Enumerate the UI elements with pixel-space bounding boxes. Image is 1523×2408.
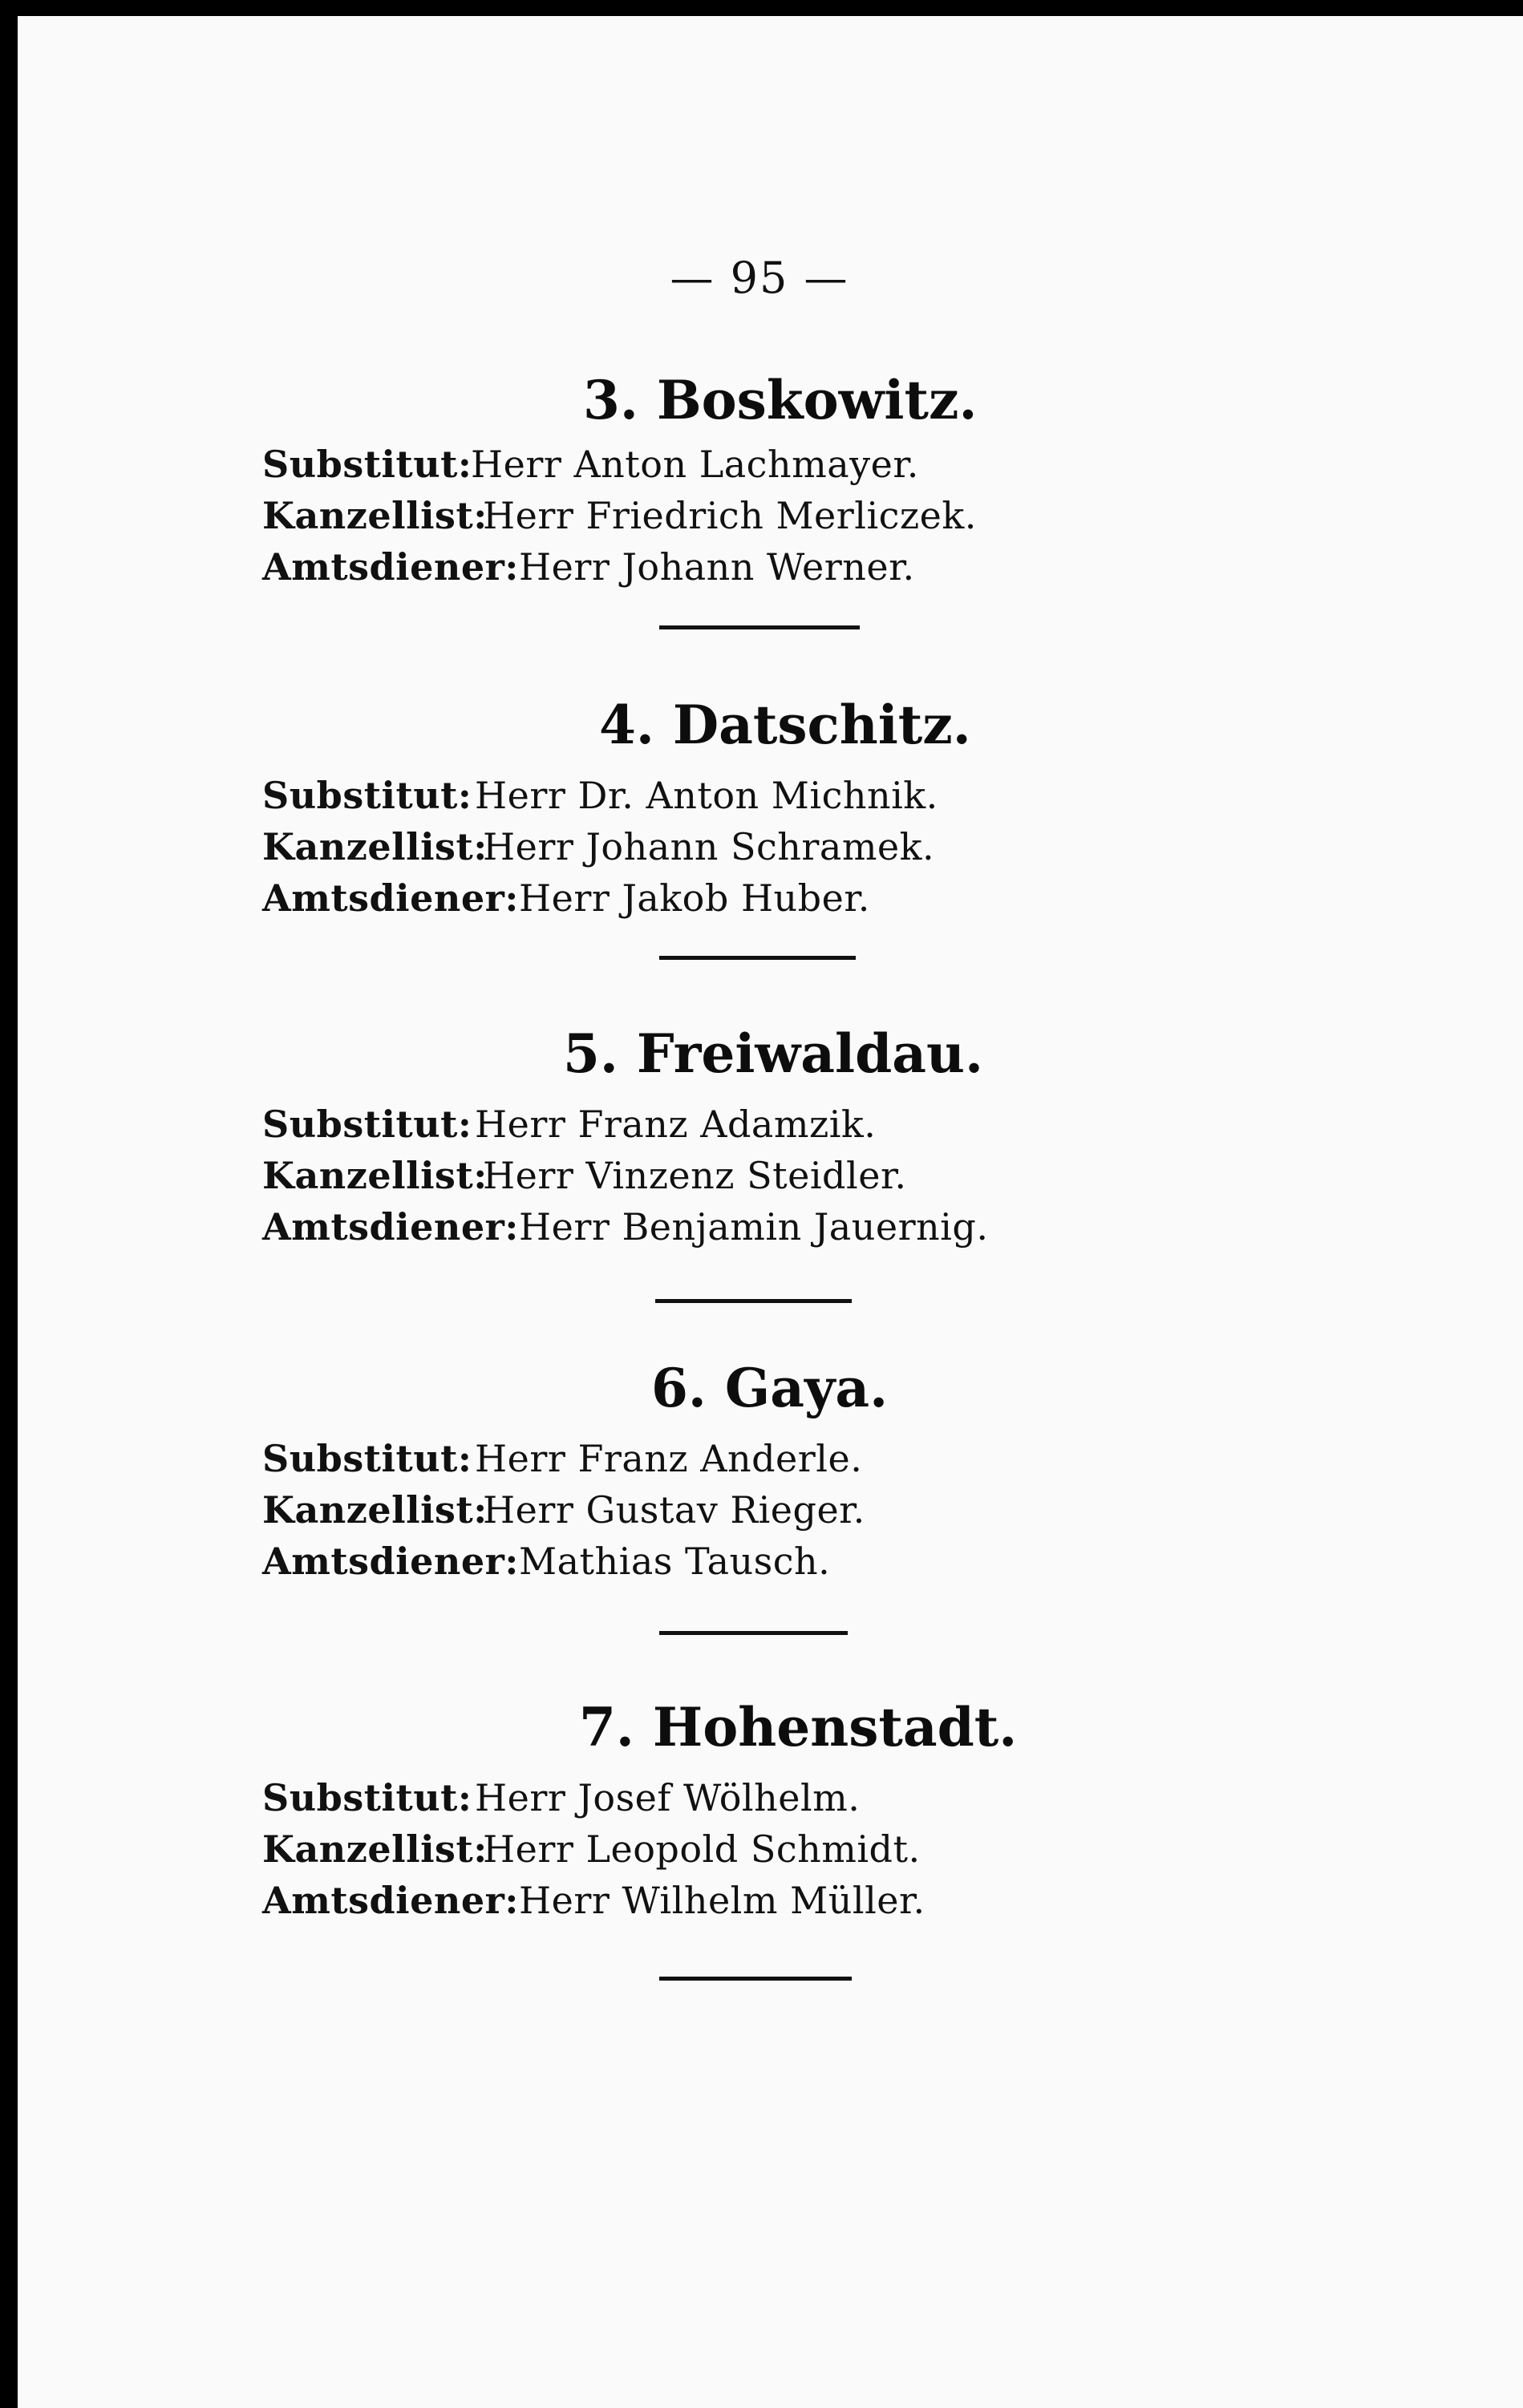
person-name: Herr Leopold Schmidt.	[483, 1827, 921, 1871]
role-label: Kanzellist:	[262, 1488, 488, 1532]
role-label: Substitut:	[262, 1776, 472, 1819]
entry-substitut	[262, 1776, 861, 1832]
role-label: Amtsdiener:	[262, 1540, 519, 1583]
separator-rule	[659, 1977, 852, 1981]
person-name: Herr Johann Schramek.	[483, 825, 935, 868]
role-label: Substitut:	[262, 443, 472, 486]
section-heading: 7. Hohenstadt.	[579, 1696, 1018, 1758]
entry-amtsdiener	[262, 1205, 989, 1261]
section-heading: 3. Boskowitz.	[583, 369, 978, 431]
entry-kanzellist	[262, 825, 935, 881]
entry-kanzellist	[262, 1154, 907, 1210]
person-name: Herr Johann Werner.	[519, 545, 915, 589]
role-label: Kanzellist:	[262, 825, 488, 868]
entry-substitut	[262, 1103, 877, 1159]
separator-rule	[659, 625, 860, 629]
entry-amtsdiener	[262, 1879, 926, 1935]
entry-kanzellist	[262, 1488, 865, 1544]
person-name: Herr Dr. Anton Michnik.	[475, 774, 938, 817]
section-heading: 5. Freiwaldau.	[563, 1022, 983, 1085]
entry-amtsdiener	[262, 545, 915, 601]
separator-rule	[659, 956, 856, 960]
section-heading: 4. Datschitz.	[599, 694, 971, 756]
separator-rule	[655, 1299, 852, 1303]
role-label: Substitut:	[262, 774, 472, 817]
person-name: Herr Vinzenz Steidler.	[483, 1154, 907, 1197]
page-number: — 95 —	[670, 253, 849, 303]
entry-substitut	[262, 443, 919, 499]
person-name: Herr Anton Lachmayer.	[471, 443, 919, 486]
role-label: Amtsdiener:	[262, 1205, 519, 1249]
role-label: Kanzellist:	[262, 1827, 488, 1871]
entry-kanzellist	[262, 494, 977, 550]
person-name: Herr Wilhelm Müller.	[519, 1879, 926, 1922]
person-name: Herr Franz Anderle.	[475, 1437, 863, 1480]
separator-rule	[659, 1631, 848, 1635]
role-label: Substitut:	[262, 1103, 472, 1146]
entry-amtsdiener	[262, 876, 870, 933]
role-label: Substitut:	[262, 1437, 472, 1480]
person-name: Herr Jakob Huber.	[519, 876, 870, 920]
role-label: Amtsdiener:	[262, 876, 519, 920]
person-name: Herr Gustav Rieger.	[483, 1488, 865, 1532]
entry-amtsdiener	[262, 1540, 831, 1596]
person-name: Herr Friedrich Merliczek.	[483, 494, 977, 537]
person-name: Herr Josef Wölhelm.	[475, 1776, 861, 1819]
person-name: Herr Benjamin Jauernig.	[519, 1205, 989, 1249]
role-label: Kanzellist:	[262, 1154, 488, 1197]
section-heading: 6. Gaya.	[651, 1357, 889, 1419]
page	[18, 16, 1523, 2408]
entry-substitut	[262, 774, 938, 830]
role-label: Amtsdiener:	[262, 545, 519, 589]
role-label: Kanzellist:	[262, 494, 488, 537]
entry-kanzellist	[262, 1827, 921, 1884]
entry-substitut	[262, 1437, 863, 1493]
person-name: Mathias Tausch.	[519, 1540, 831, 1583]
person-name: Herr Franz Adamzik.	[475, 1103, 877, 1146]
role-label: Amtsdiener:	[262, 1879, 519, 1922]
